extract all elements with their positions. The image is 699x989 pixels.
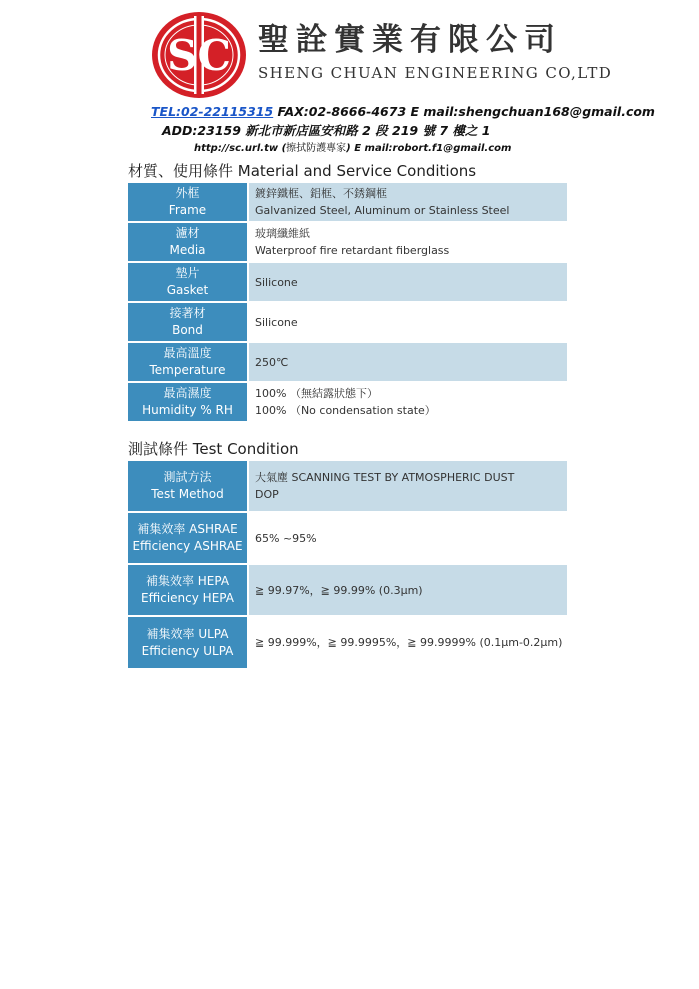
row-label: 補集效率 ASHRAE Efficiency ASHRAE <box>128 513 247 563</box>
row-value: Silicone <box>249 303 567 341</box>
row-label: 濾材 Media <box>128 223 247 261</box>
table-row <box>128 513 567 563</box>
contact-line-3 <box>194 139 511 154</box>
row-value: 65% ~95% <box>249 513 567 563</box>
company-logo <box>150 10 248 100</box>
contact-line-1 <box>151 104 655 119</box>
table-row <box>128 461 567 511</box>
row-label: 最高溫度 Temperature <box>128 343 247 381</box>
website-note: 擦拭防護專家 <box>286 143 347 154</box>
website[interactable]: http://sc.url.tw ( <box>194 143 287 154</box>
row-label: 外框 Frame <box>128 183 247 221</box>
row-label: 補集效率 ULPA Efficiency ULPA <box>128 617 247 668</box>
table-row <box>128 183 567 221</box>
table-row <box>128 263 567 301</box>
logo-letters: SC <box>167 31 231 80</box>
material-section-title: 材質、使用條件 Material and Service Conditions <box>128 162 477 180</box>
email-2: ) E mail:robort.f1@gmail.com <box>346 143 512 154</box>
table-row <box>128 343 567 381</box>
row-value: ≧ 99.999%，≧ 99.9995%，≧ 99.9999% (0.1μm-0.2μm) <box>249 617 567 668</box>
row-value: 大氣塵 SCANNING TEST BY ATMOSPHERIC DUST DOP <box>249 461 567 511</box>
table-row <box>128 303 567 341</box>
row-value: ≧ 99.97%，≧ 99.99% (0.3μm) <box>249 565 567 615</box>
row-value: 玻璃纖維紙 Waterproof fire retardant fiberglass <box>249 223 567 261</box>
table-row <box>128 223 567 261</box>
test-table <box>128 461 567 670</box>
table-row <box>128 383 567 421</box>
row-value: Silicone <box>249 263 567 301</box>
address: ADD:23159 新北市新店區安和路 2 段 219 號 7 樓之 1 <box>162 123 491 138</box>
row-value: 250℃ <box>249 343 567 381</box>
fax-email: FAX:02-8666-4673 E mail:shengchuan168@gmail.com <box>273 104 655 119</box>
table-row <box>128 565 567 615</box>
company-name-en: SHENG CHUAN ENGINEERING CO,LTD <box>258 64 613 82</box>
material-table <box>128 183 567 423</box>
row-label: 補集效率 HEPA Efficiency HEPA <box>128 565 247 615</box>
company-name-cn: 聖詮實業有限公司 <box>258 22 562 58</box>
row-value: 100% （無結露狀態下） 100% （No condensation state） <box>249 383 567 421</box>
table-row <box>128 617 567 668</box>
tel-link[interactable]: TEL:02-22115315 <box>151 104 274 119</box>
test-section-title: 測試條件 Test Condition <box>128 440 299 458</box>
row-value: 鍍鋅鐵框、鋁框、不銹鋼框 Galvanized Steel, Aluminum or Stainless Steel <box>249 183 567 221</box>
row-label: 接著材 Bond <box>128 303 247 341</box>
row-label: 最高濕度 Humidity % RH <box>128 383 247 421</box>
row-label: 測試方法 Test Method <box>128 461 247 511</box>
row-label: 墊片 Gasket <box>128 263 247 301</box>
